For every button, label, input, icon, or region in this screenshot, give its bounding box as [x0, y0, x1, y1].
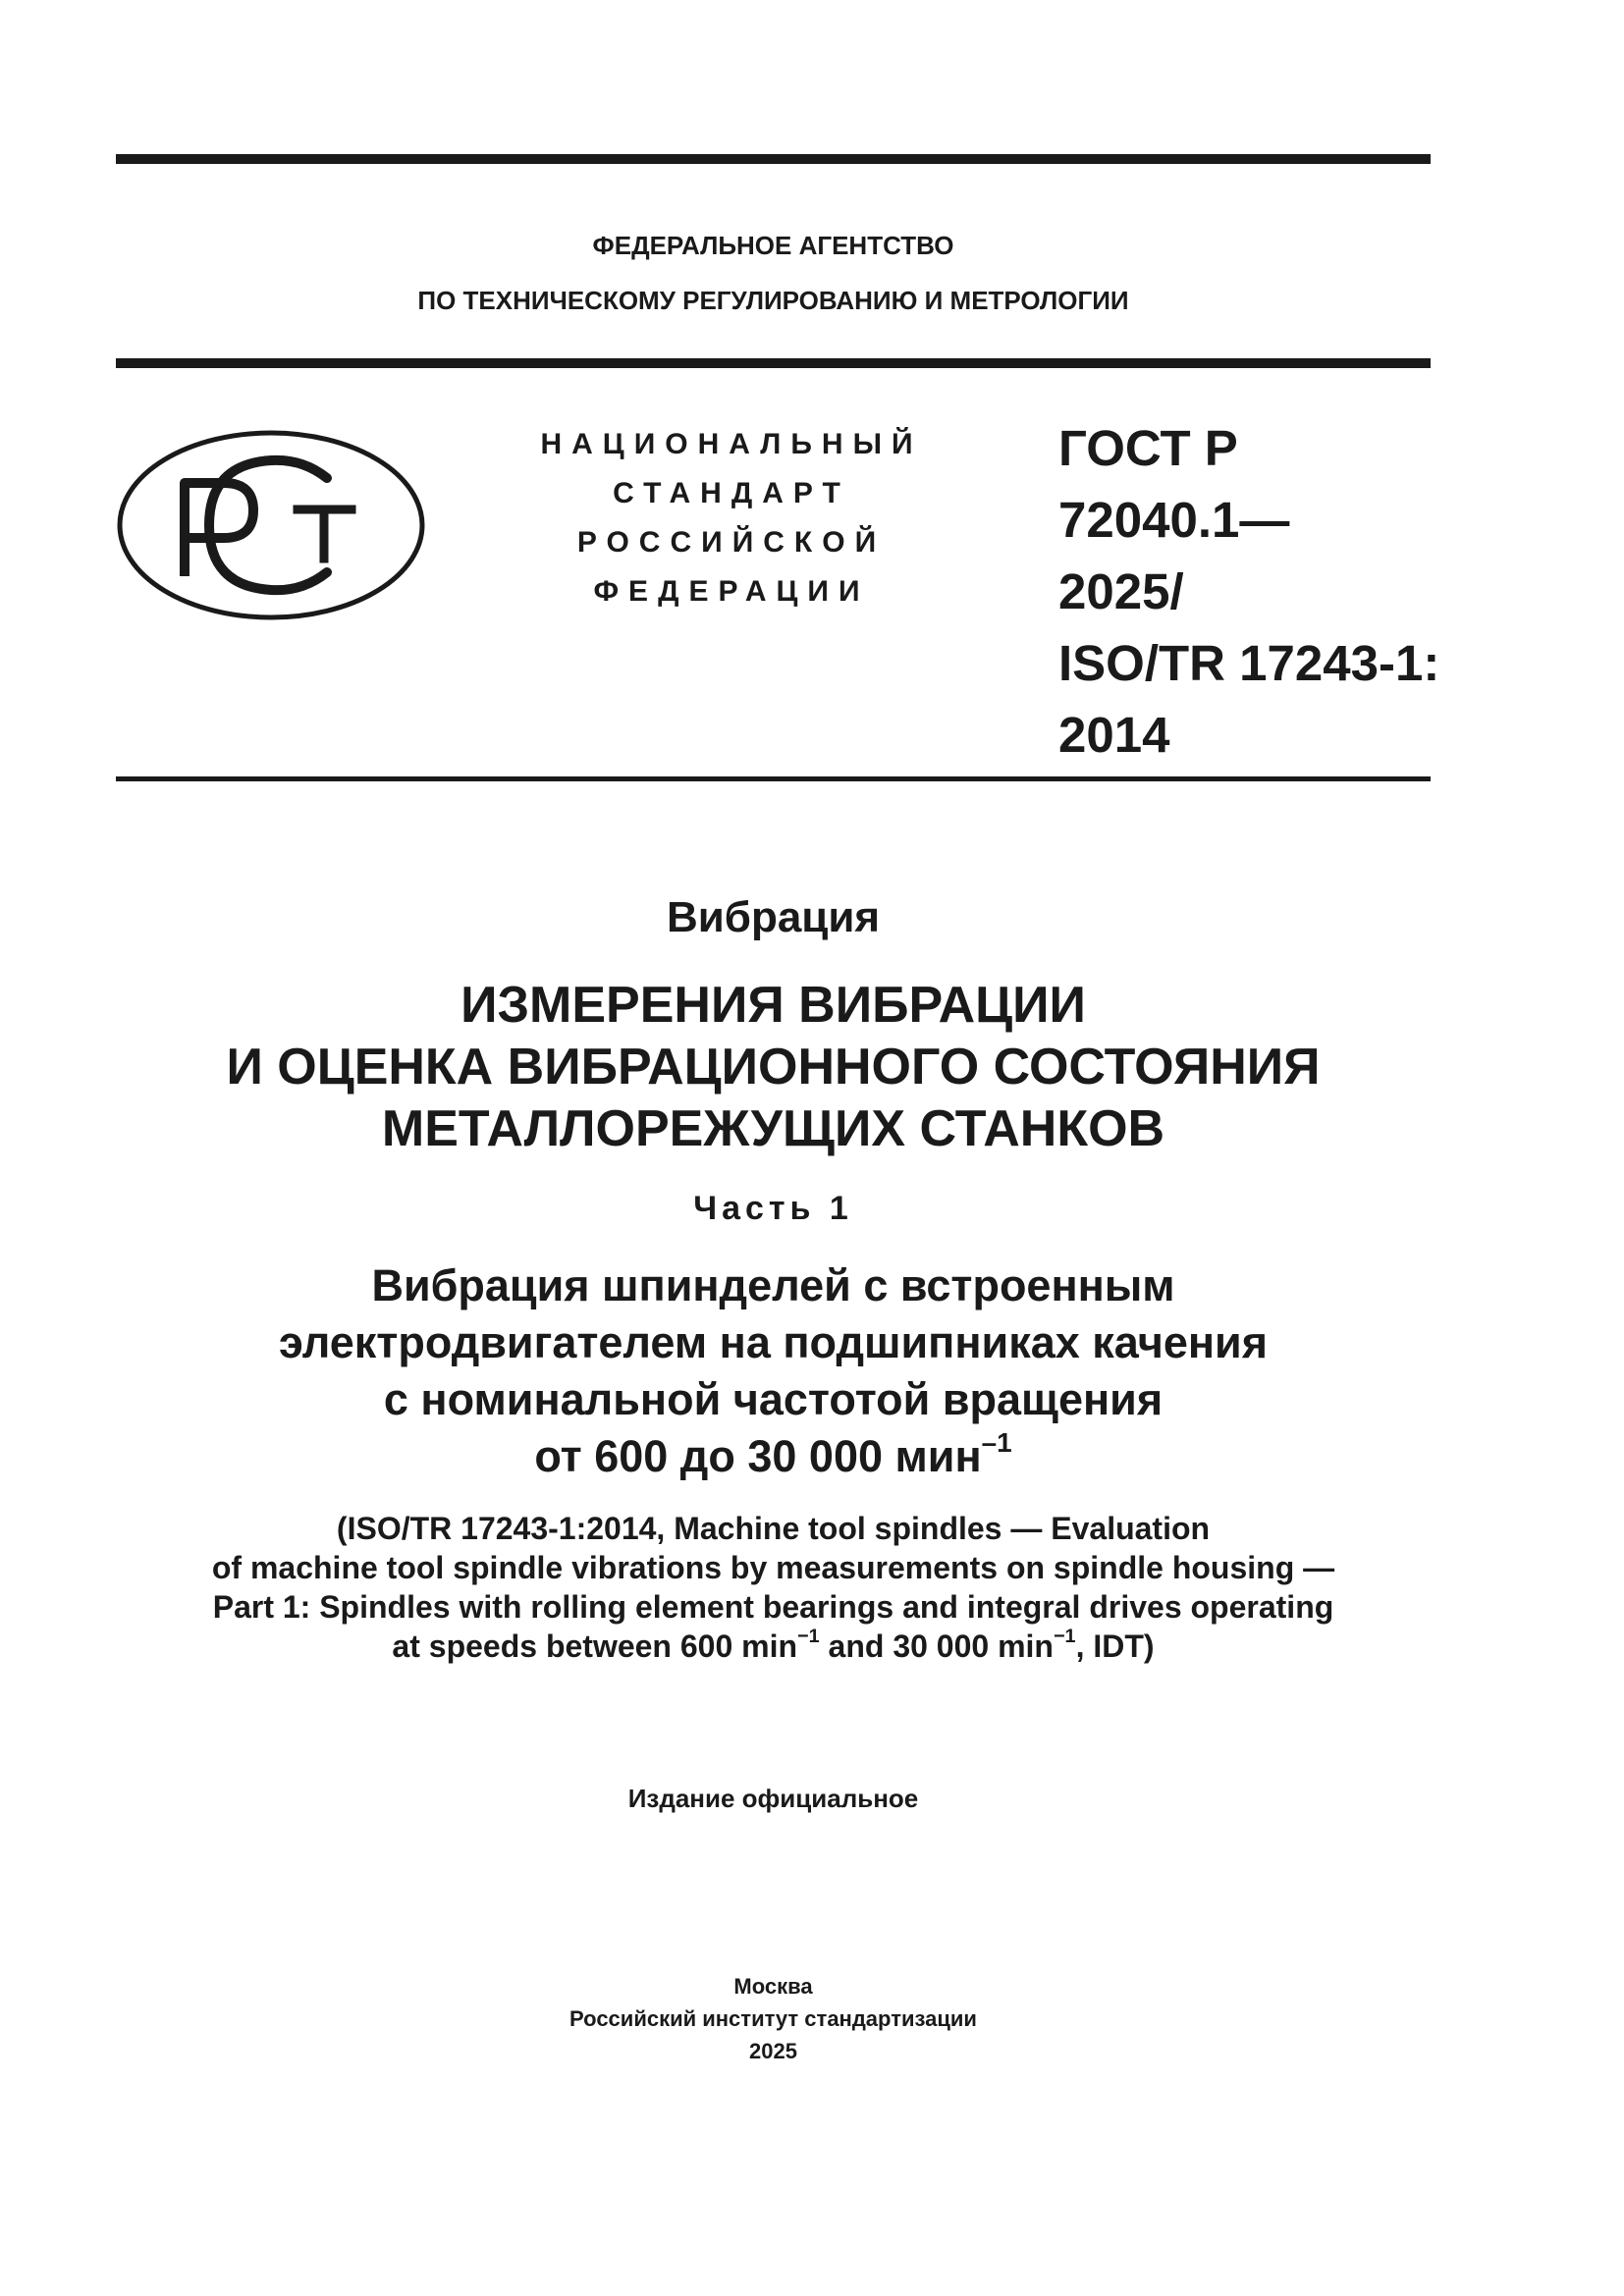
national-standard-line-4: ФЕДЕРАЦИИ [593, 575, 870, 608]
imprint-city: Москва [733, 1974, 813, 1999]
iso-title-line-4 [116, 1627, 1431, 1666]
standard-designation [1058, 412, 1440, 771]
national-standard-label [511, 420, 952, 616]
part-title-line-2: электродвигателем на подшипниках качения [279, 1317, 1268, 1367]
designation-line-5: 2014 [1058, 707, 1170, 763]
agency-line-2: ПО ТЕХНИЧЕСКОМУ РЕГУЛИРОВАНИЮ И МЕТРОЛОГИИ [417, 286, 1129, 315]
part-label: Часть 1 [693, 1190, 853, 1227]
logo-letter-t [298, 509, 352, 559]
logo-letter-c [209, 460, 327, 590]
national-standard-line-1: НАЦИОНАЛЬНЫЙ [540, 428, 923, 460]
middle-rule [116, 358, 1431, 368]
iso-title [116, 1509, 1431, 1666]
iso-title-line-4-c: , IDT) [1075, 1629, 1155, 1664]
part-title [116, 1257, 1431, 1485]
designation-line-1: ГОСТ Р [1058, 420, 1238, 476]
agency-header [116, 218, 1431, 328]
part-title-line-3: с номинальной частотой вращения [383, 1374, 1164, 1424]
main-title-line-3: МЕТАЛЛОРЕЖУЩИХ СТАНКОВ [381, 1100, 1165, 1157]
rst-logo [116, 429, 426, 621]
iso-title-line-4-sup-1: −1 [797, 1626, 820, 1648]
iso-title-line-2: of machine tool spindle vibrations by measurements on spindle housing — [211, 1550, 1335, 1585]
agency-line-1: ФЕДЕРАЛЬНОЕ АГЕНТСТВО [592, 231, 954, 260]
part-title-line-4 [116, 1428, 1431, 1485]
national-standard-line-2: СТАНДАРТ [613, 477, 850, 509]
imprint-year: 2025 [749, 2039, 797, 2063]
edition-label: Издание официальное [627, 1784, 919, 1813]
iso-title-line-4-a: at speeds between 600 min [392, 1629, 798, 1664]
main-title-line-1: ИЗМЕРЕНИЯ ВИБРАЦИИ [460, 977, 1086, 1034]
main-title-line-2: И ОЦЕНКА ВИБРАЦИОННОГО СОСТОЯНИЯ [226, 1039, 1321, 1095]
designation-line-3: 2025/ [1058, 563, 1184, 619]
part-title-line-4-sup: –1 [981, 1426, 1012, 1458]
pre-title: Вибрация [666, 893, 881, 941]
iso-title-line-4-sup-2: −1 [1053, 1626, 1076, 1648]
imprint-publisher: Российский институт стандартизации [569, 2006, 977, 2031]
iso-title-line-3: Part 1: Spindles with rolling element bearings and integral drives operating [212, 1589, 1334, 1625]
top-rule [116, 154, 1431, 164]
part-title-line-1: Вибрация шпинделей с встроенным [371, 1260, 1175, 1310]
main-title [116, 975, 1431, 1160]
national-standard-line-3: РОССИЙСКОЙ [576, 526, 887, 559]
designation-line-2: 72040.1— [1058, 492, 1290, 548]
bottom-rule [116, 776, 1431, 781]
imprint [116, 1970, 1431, 2067]
part-title-line-4-text: от 600 до 30 000 мин [534, 1431, 982, 1481]
iso-title-line-1: (ISO/TR 17243-1:2014, Machine tool spindles — Evaluation [336, 1511, 1211, 1546]
designation-line-4: ISO/TR 17243-1: [1058, 635, 1440, 691]
iso-title-line-4-b: and 30 000 min [819, 1629, 1054, 1664]
